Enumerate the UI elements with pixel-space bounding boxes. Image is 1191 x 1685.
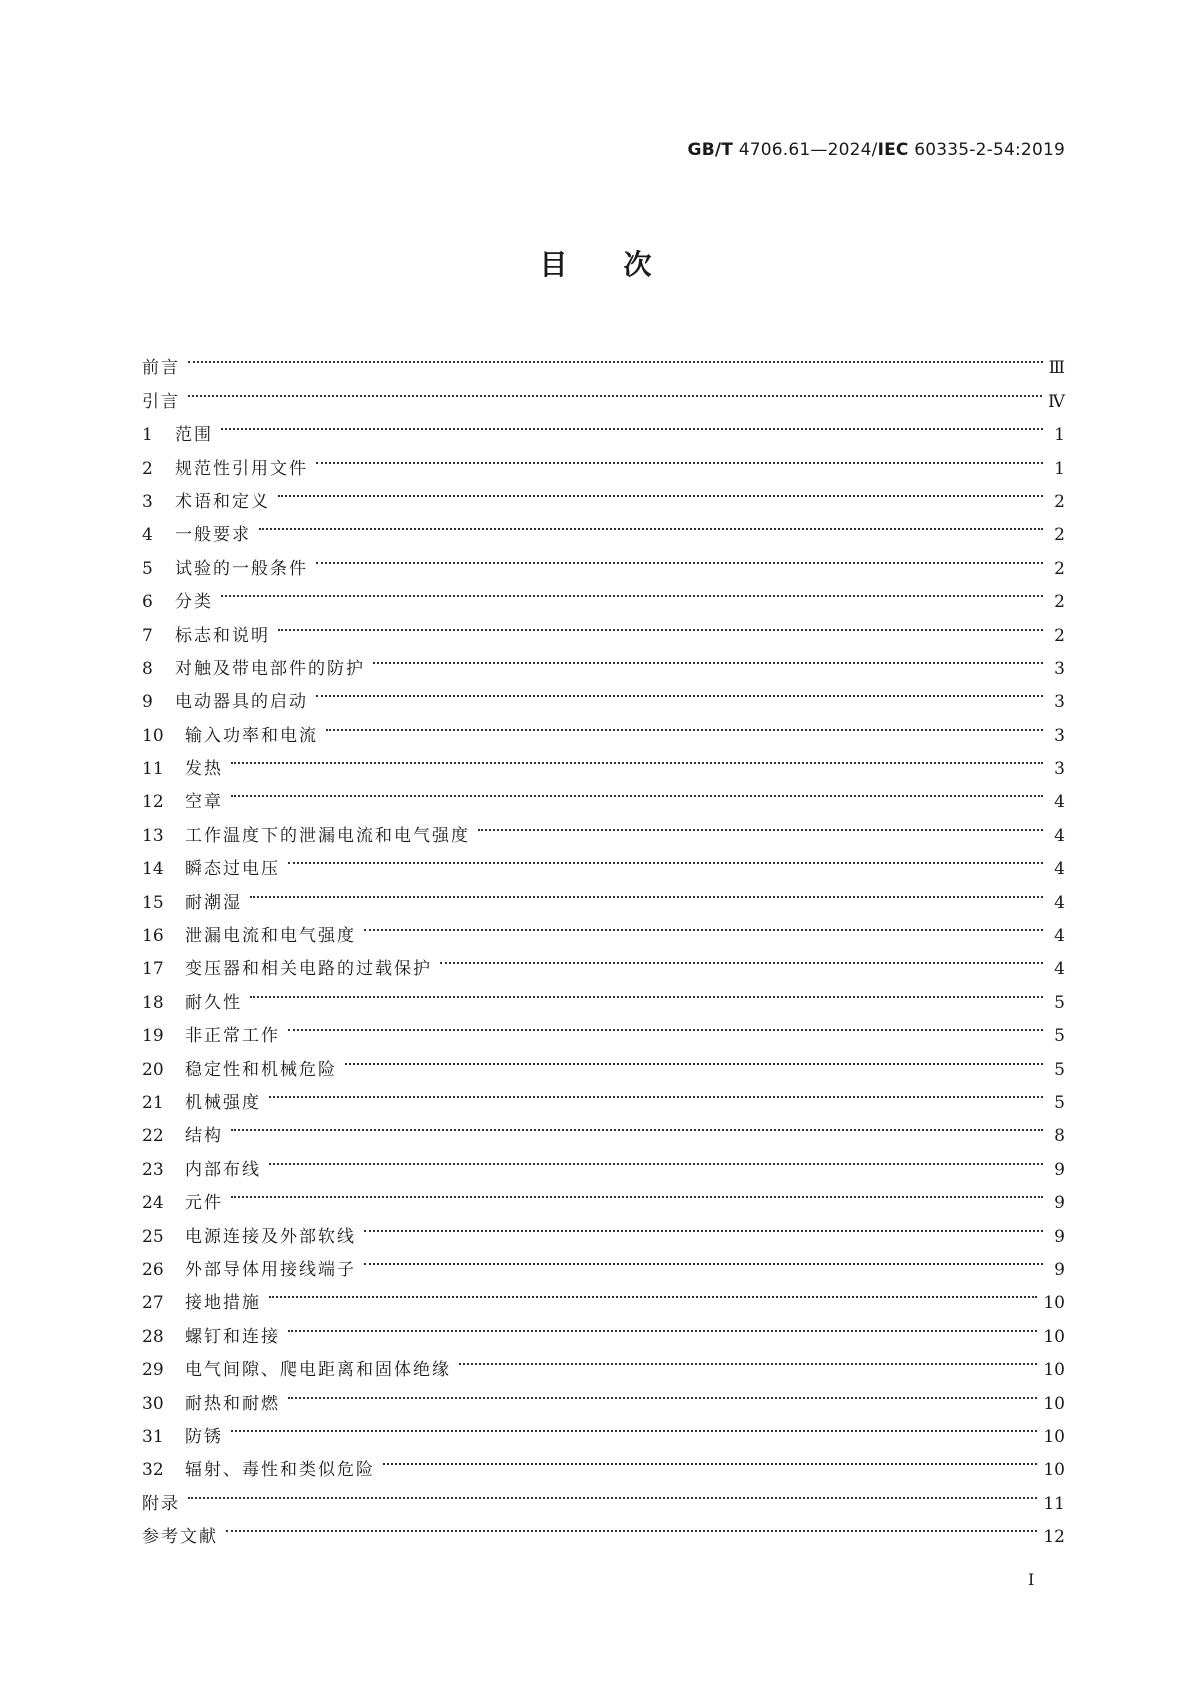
- toc-entry[interactable]: [142, 607, 1065, 646]
- toc-entry-page: 9: [1054, 1259, 1065, 1280]
- toc-entry[interactable]: [142, 474, 1065, 512]
- toc-entry-title: 对触及带电部件的防护: [175, 658, 365, 679]
- toc-entry-title: 一般要求: [175, 525, 251, 546]
- toc-entry-number: 26: [142, 1259, 164, 1280]
- toc-entry-number: 27: [142, 1293, 164, 1314]
- toc-entry-page: 12: [1043, 1527, 1065, 1548]
- toc-entry-number: 23: [142, 1159, 164, 1180]
- toc-entry[interactable]: [142, 407, 1065, 446]
- toc-entry-number: 25: [142, 1226, 164, 1247]
- toc-entry[interactable]: [142, 1008, 1065, 1047]
- toc-dot-leader: [316, 674, 1043, 707]
- toc-entry-title: 附录: [142, 1493, 180, 1514]
- toc-dot-leader: [269, 1075, 1043, 1108]
- toc-entry-title: 电源连接及外部软线: [185, 1226, 356, 1247]
- toc-dot-leader: [231, 1409, 1037, 1442]
- toc-entry[interactable]: [142, 1308, 1065, 1347]
- toc-entry[interactable]: [142, 440, 1065, 479]
- toc-entry[interactable]: [142, 774, 1065, 813]
- toc-entry-number: 13: [142, 825, 164, 846]
- toc-entry-title: 分类: [175, 592, 213, 613]
- toc-entry-page: 5: [1054, 1092, 1065, 1113]
- toc-dot-leader: [269, 1275, 1037, 1308]
- toc-dot-leader: [373, 641, 1043, 674]
- toc-dot-leader: [269, 1141, 1043, 1174]
- toc-dot-leader: [288, 841, 1043, 874]
- toc-entry[interactable]: [142, 807, 1065, 846]
- toc-dot-leader: [345, 1041, 1043, 1074]
- toc-entry-title: 耐久性: [185, 992, 242, 1013]
- toc-entry-number: 29: [142, 1360, 164, 1381]
- toc-dot-leader: [383, 1442, 1037, 1475]
- toc-entry[interactable]: [142, 507, 1065, 546]
- toc-entry-page: 2: [1054, 525, 1065, 546]
- toc-entry-title: 规范性引用文件: [175, 458, 308, 479]
- toc-dot-leader: [440, 941, 1043, 974]
- toc-entry-title: 电气间隙、爬电距离和固体绝缘: [185, 1360, 451, 1381]
- toc-entry-page: 9: [1054, 1226, 1065, 1247]
- toc-dot-leader: [288, 1008, 1043, 1041]
- toc-dot-leader: [278, 474, 1043, 507]
- page-title: 目次: [539, 248, 708, 281]
- toc-entry-page: 10: [1043, 1393, 1065, 1414]
- toc-entry-page: 2: [1054, 491, 1065, 512]
- toc-entry-page: 11: [1043, 1493, 1065, 1514]
- toc-dot-leader: [316, 440, 1043, 473]
- standard-number: 4706.61—2024/: [738, 140, 878, 160]
- toc-entry[interactable]: [142, 373, 1065, 412]
- toc-entry-title: 标志和说明: [175, 625, 270, 646]
- toc-entry-title: 内部布线: [185, 1159, 261, 1180]
- toc-entry-number: 4: [142, 525, 153, 546]
- toc-entry-title: 发热: [185, 759, 223, 780]
- toc-entry[interactable]: [142, 1342, 1065, 1381]
- toc-dot-leader: [250, 974, 1043, 1007]
- toc-entry-title: 变压器和相关电路的过载保护: [185, 959, 432, 980]
- toc-entry-page: 1: [1054, 458, 1065, 479]
- toc-entry[interactable]: [142, 1175, 1065, 1214]
- toc-entry-page: 3: [1054, 692, 1065, 713]
- toc-entry[interactable]: [142, 1141, 1065, 1180]
- toc-entry-number: 7: [142, 625, 153, 646]
- toc-entry-page: 2: [1054, 625, 1065, 646]
- toc-entry-number: 22: [142, 1126, 164, 1147]
- toc-entry-title: 电动器具的启动: [175, 692, 308, 713]
- table-of-contents: [142, 340, 1065, 1548]
- toc-entry-page: 3: [1054, 658, 1065, 679]
- toc-entry-title: 耐热和耐燃: [185, 1393, 280, 1414]
- toc-entry-number: 1: [142, 425, 153, 446]
- toc-dot-leader: [231, 741, 1043, 774]
- toc-entry-page: 4: [1054, 959, 1065, 980]
- toc-dot-leader: [221, 574, 1043, 607]
- toc-entry-number: 5: [142, 558, 153, 579]
- toc-entry-number: 9: [142, 692, 153, 713]
- toc-dot-leader: [231, 774, 1043, 807]
- toc-entry[interactable]: [142, 340, 1065, 379]
- toc-entry-page: 2: [1054, 592, 1065, 613]
- toc-dot-leader: [288, 1308, 1037, 1341]
- toc-entry[interactable]: [142, 1509, 1065, 1548]
- toc-dot-leader: [226, 1509, 1037, 1542]
- toc-entry[interactable]: [142, 741, 1065, 780]
- toc-entry[interactable]: [142, 641, 1065, 679]
- toc-entry-page: 5: [1054, 992, 1065, 1013]
- toc-entry-number: 14: [142, 859, 164, 880]
- toc-entry-page: Ⅲ: [1048, 358, 1065, 379]
- toc-entry[interactable]: [142, 540, 1065, 579]
- toc-dot-leader: [364, 1208, 1043, 1241]
- toc-entry-number: 17: [142, 959, 164, 980]
- toc-entry-title: 防锈: [185, 1426, 223, 1447]
- toc-entry[interactable]: [142, 1075, 1065, 1113]
- toc-entry-page: 4: [1054, 926, 1065, 947]
- toc-dot-leader: [259, 507, 1043, 540]
- toc-entry-number: 18: [142, 992, 164, 1013]
- toc-entry-title: 机械强度: [185, 1092, 261, 1113]
- toc-entry-title: 前言: [142, 358, 180, 379]
- toc-dot-leader: [221, 407, 1043, 440]
- toc-entry[interactable]: [142, 1208, 1065, 1247]
- iec-prefix: IEC: [877, 140, 909, 160]
- toc-entry-page: 9: [1054, 1159, 1065, 1180]
- toc-entry[interactable]: [142, 974, 1065, 1013]
- toc-entry[interactable]: [142, 908, 1065, 947]
- toc-entry[interactable]: [142, 1275, 1065, 1314]
- toc-entry-number: 6: [142, 592, 153, 613]
- toc-entry-number: 11: [142, 759, 164, 780]
- toc-entry-number: 3: [142, 491, 153, 512]
- toc-entry-page: 10: [1043, 1460, 1065, 1481]
- toc-entry-title: 接地措施: [185, 1293, 261, 1314]
- toc-entry-title: 空章: [185, 792, 223, 813]
- toc-entry-number: 12: [142, 792, 164, 813]
- toc-dot-leader: [326, 707, 1043, 740]
- page-number: I: [1028, 1570, 1035, 1589]
- toc-entry-page: 4: [1054, 792, 1065, 813]
- toc-entry[interactable]: [142, 1475, 1065, 1514]
- toc-entry-number: 15: [142, 892, 164, 913]
- toc-dot-leader: [188, 340, 1043, 373]
- toc-entry-number: 21: [142, 1092, 164, 1113]
- standard-number-header: [688, 140, 1065, 160]
- toc-entry-number: 19: [142, 1026, 164, 1047]
- toc-entry-page: 5: [1054, 1059, 1065, 1080]
- toc-entry-title: 外部导体用接线端子: [185, 1259, 356, 1280]
- toc-dot-leader: [231, 1175, 1043, 1208]
- toc-entry-page: 2: [1054, 558, 1065, 579]
- toc-dot-leader: [478, 807, 1043, 840]
- toc-entry[interactable]: [142, 1041, 1065, 1080]
- toc-entry-page: Ⅳ: [1048, 391, 1065, 412]
- toc-entry-number: 16: [142, 926, 164, 947]
- toc-entry-number: 32: [142, 1460, 164, 1481]
- toc-dot-leader: [288, 1375, 1037, 1408]
- toc-entry-title: 稳定性和机械危险: [185, 1059, 337, 1080]
- toc-entry-title: 范围: [175, 425, 213, 446]
- toc-entry-title: 瞬态过电压: [185, 859, 280, 880]
- toc-dot-leader: [364, 908, 1043, 941]
- toc-entry-title: 泄漏电流和电气强度: [185, 926, 356, 947]
- toc-entry-title: 耐潮湿: [185, 892, 242, 913]
- toc-entry-title: 辐射、毒性和类似危险: [185, 1460, 375, 1481]
- toc-entry[interactable]: [142, 574, 1065, 613]
- toc-dot-leader: [459, 1342, 1037, 1375]
- toc-entry-page: 5: [1054, 1026, 1065, 1047]
- toc-entry[interactable]: [142, 1442, 1065, 1481]
- iec-number: 60335-2-54:2019: [914, 140, 1065, 160]
- toc-entry[interactable]: [142, 1108, 1065, 1147]
- toc-dot-leader: [231, 1108, 1043, 1141]
- toc-entry-page: 10: [1043, 1360, 1065, 1381]
- toc-entry-title: 元件: [185, 1193, 223, 1214]
- toc-entry-title: 结构: [185, 1126, 223, 1147]
- toc-entry-page: 9: [1054, 1193, 1065, 1214]
- toc-entry-title: 术语和定义: [175, 491, 270, 512]
- toc-dot-leader: [188, 1475, 1037, 1508]
- toc-entry-page: 10: [1043, 1293, 1065, 1314]
- toc-entry-number: 30: [142, 1393, 164, 1414]
- toc-entry[interactable]: [142, 1409, 1065, 1447]
- toc-entry-title: 非正常工作: [185, 1026, 280, 1047]
- toc-entry-page: 10: [1043, 1426, 1065, 1447]
- toc-dot-leader: [278, 607, 1043, 640]
- toc-entry-page: 4: [1054, 825, 1065, 846]
- toc-entry-page: 8: [1054, 1126, 1065, 1147]
- toc-entry-title: 螺钉和连接: [185, 1326, 280, 1347]
- toc-entry-number: 2: [142, 458, 153, 479]
- toc-dot-leader: [316, 540, 1043, 573]
- toc-entry-number: 28: [142, 1326, 164, 1347]
- toc-entry-page: 3: [1054, 759, 1065, 780]
- standard-prefix: GB/T: [687, 140, 734, 160]
- toc-entry-page: 10: [1043, 1326, 1065, 1347]
- toc-entry-number: 20: [142, 1059, 164, 1080]
- toc-entry-number: 10: [142, 725, 164, 746]
- toc-entry-title: 参考文献: [142, 1527, 218, 1548]
- toc-entry-page: 1: [1054, 425, 1065, 446]
- toc-entry-number: 31: [142, 1426, 164, 1447]
- toc-dot-leader: [188, 373, 1042, 406]
- toc-entry-title: 引言: [142, 391, 180, 412]
- toc-dot-leader: [364, 1242, 1043, 1275]
- toc-entry-title: 试验的一般条件: [175, 558, 308, 579]
- toc-entry-number: 24: [142, 1193, 164, 1214]
- toc-entry[interactable]: [142, 874, 1065, 913]
- toc-entry-page: 4: [1054, 859, 1065, 880]
- toc-entry-page: 4: [1054, 892, 1065, 913]
- toc-dot-leader: [250, 874, 1043, 907]
- toc-entry-title: 工作温度下的泄漏电流和电气强度: [185, 825, 470, 846]
- toc-entry-page: 3: [1054, 725, 1065, 746]
- toc-entry-number: 8: [142, 658, 153, 679]
- toc-entry-title: 输入功率和电流: [185, 725, 318, 746]
